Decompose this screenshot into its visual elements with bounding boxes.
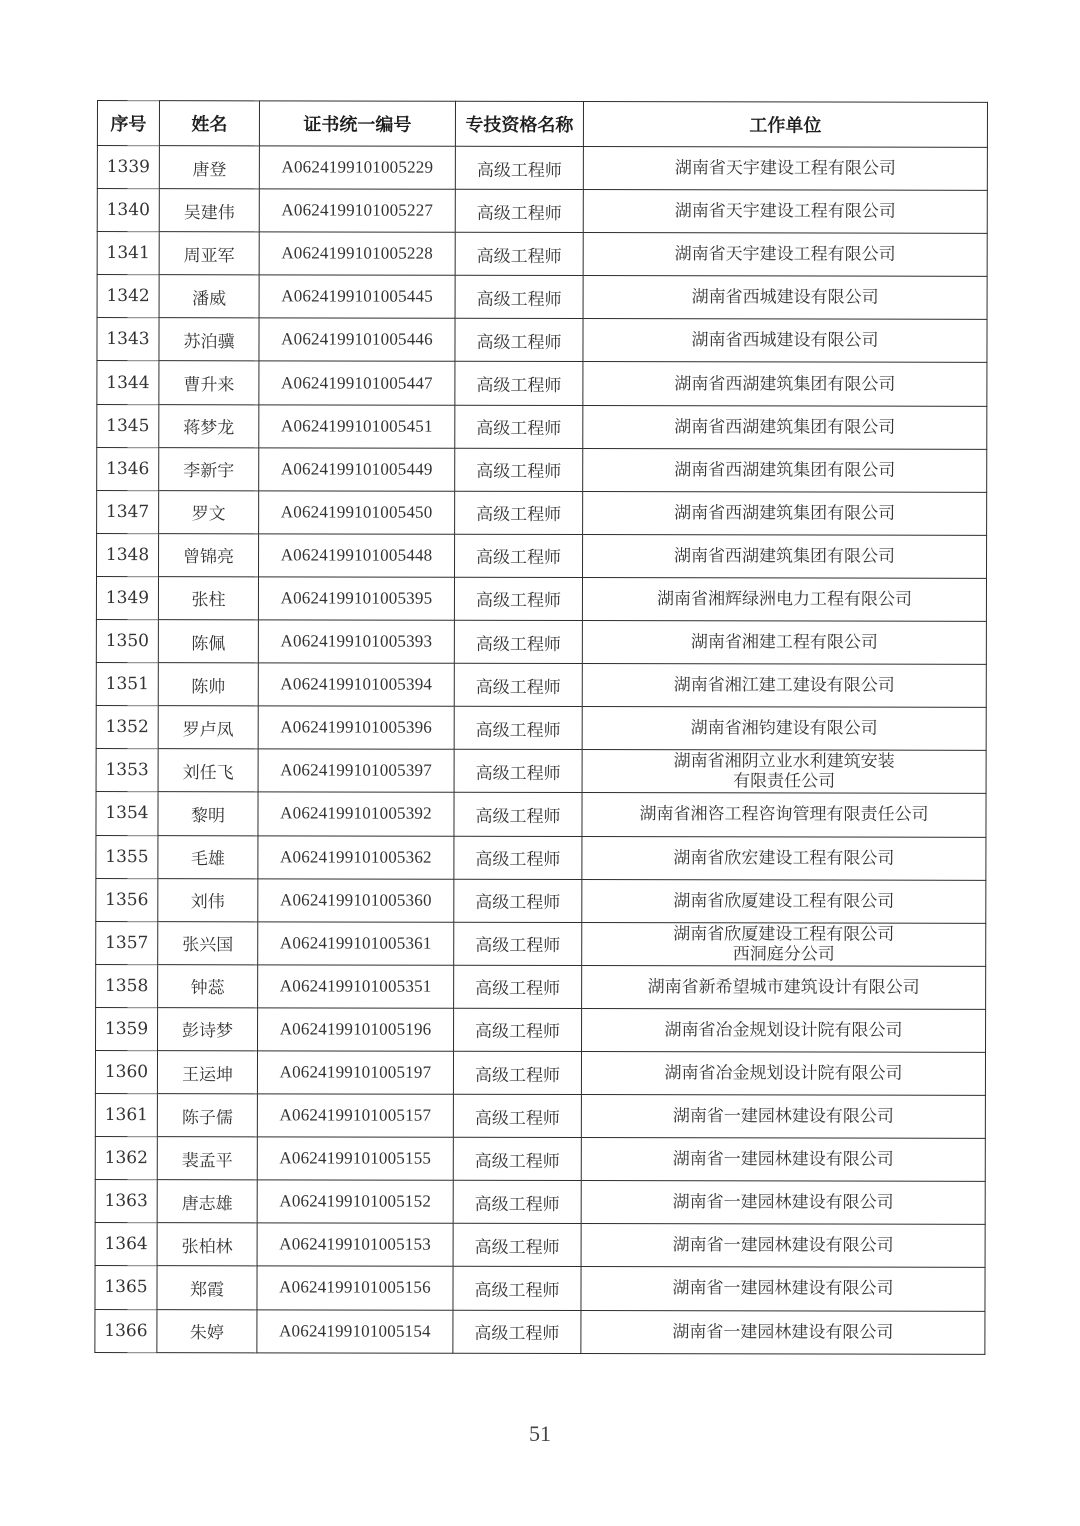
cell-title: 高级工程师 <box>455 405 583 448</box>
cell-title: 高级工程师 <box>453 1224 581 1267</box>
cell-title: 高级工程师 <box>454 922 582 965</box>
cell-title: 高级工程师 <box>454 663 582 706</box>
cell-name: 钟蕊 <box>158 964 258 1007</box>
cell-name: 唐志雄 <box>157 1180 257 1223</box>
table-row <box>95 1266 985 1311</box>
cell-unit: 湖南省湘钧建设有限公司 <box>582 707 986 751</box>
cell-no: 1358 <box>96 964 158 1007</box>
page-number: 51 <box>529 1421 551 1446</box>
cell-unit: 湖南省一建园林建设有限公司 <box>581 1310 985 1354</box>
table-row <box>97 275 987 320</box>
cell-no: 1349 <box>96 576 158 619</box>
header-name: 姓名 <box>159 101 259 146</box>
cell-name: 李新宇 <box>159 447 259 490</box>
header-title: 专技资格名称 <box>455 101 583 146</box>
cell-unit: 湖南省欣宏建设工程有限公司 <box>582 836 986 880</box>
cell-name: 曹升来 <box>159 361 259 404</box>
cell-no: 1353 <box>96 749 158 792</box>
cell-cert: A0624199101005197 <box>257 1051 453 1095</box>
cell-name: 陈帅 <box>158 663 258 706</box>
cell-unit: 湖南省冶金规划设计院有限公司 <box>581 1051 985 1095</box>
cell-name: 周亚军 <box>159 232 259 275</box>
cell-cert: A0624199101005392 <box>258 792 454 836</box>
cell-name: 张柏林 <box>157 1223 257 1266</box>
cell-name: 彭诗梦 <box>158 1008 258 1051</box>
table-row <box>96 749 986 794</box>
cell-cert: A0624199101005227 <box>259 189 455 233</box>
cell-unit-line: 有限责任公司 <box>733 771 836 792</box>
cell-cert: A0624199101005351 <box>258 965 454 1009</box>
cell-name: 潘威 <box>159 275 259 318</box>
cell-no: 1352 <box>96 706 158 749</box>
table-row <box>96 792 986 837</box>
cell-unit: 湖南省一建园林建设有限公司 <box>581 1224 985 1268</box>
cell-name: 刘伟 <box>158 878 258 921</box>
cell-no: 1346 <box>97 447 159 490</box>
cell-title: 高级工程师 <box>455 362 583 405</box>
cell-name: 黎明 <box>158 792 258 835</box>
table-row <box>97 189 987 234</box>
cell-unit: 湖南省西湖建筑集团有限公司 <box>583 448 987 492</box>
cell-cert: A0624199101005153 <box>257 1223 453 1267</box>
cell-unit: 湖南省西湖建筑集团有限公司 <box>583 362 987 406</box>
cell-cert: A0624199101005361 <box>258 922 454 966</box>
cell-name: 蒋梦龙 <box>159 404 259 447</box>
cell-no: 1359 <box>96 1007 158 1050</box>
cell-cert: A0624199101005446 <box>259 318 455 362</box>
table-row <box>95 1137 985 1182</box>
cell-unit: 湖南省湘咨工程咨询管理有限责任公司 <box>582 793 986 837</box>
cell-cert: A0624199101005393 <box>258 620 454 664</box>
cell-cert: A0624199101005445 <box>259 275 455 319</box>
cell-no: 1354 <box>96 792 158 835</box>
cell-unit: 湖南省一建园林建设有限公司 <box>581 1267 985 1311</box>
cell-unit <box>582 922 986 966</box>
cell-unit: 湖南省一建园林建设有限公司 <box>581 1181 985 1225</box>
table-row <box>97 533 987 578</box>
cell-unit: 湖南省天宇建设工程有限公司 <box>583 233 987 277</box>
table-row <box>95 1180 985 1225</box>
cell-cert: A0624199101005362 <box>258 835 454 879</box>
cell-title: 高级工程师 <box>454 836 582 879</box>
table-row <box>96 706 986 751</box>
cell-cert: A0624199101005152 <box>257 1180 453 1224</box>
table-row <box>95 1094 985 1139</box>
table-row <box>97 146 987 191</box>
table-row <box>96 835 986 880</box>
table-row <box>96 576 986 621</box>
cell-unit: 湖南省冶金规划设计院有限公司 <box>582 1008 986 1052</box>
header-no: 序号 <box>97 101 159 146</box>
cell-name: 吴建伟 <box>159 189 259 232</box>
cell-no: 1350 <box>96 620 158 663</box>
header-unit: 工作单位 <box>583 102 987 148</box>
cell-no: 1366 <box>95 1309 157 1352</box>
cell-name: 刘任飞 <box>158 749 258 792</box>
cell-title: 高级工程师 <box>454 750 582 793</box>
cell-no: 1356 <box>96 878 158 921</box>
cell-cert: A0624199101005396 <box>258 706 454 750</box>
cell-name: 郑霞 <box>157 1266 257 1309</box>
cell-no: 1361 <box>95 1094 157 1137</box>
cell-no: 1343 <box>97 318 159 361</box>
cell-name: 罗文 <box>159 490 259 533</box>
cell-unit: 湖南省天宇建设工程有限公司 <box>583 147 987 191</box>
cell-unit: 湖南省湘辉绿洲电力工程有限公司 <box>582 577 986 621</box>
cell-title: 高级工程师 <box>453 1137 581 1180</box>
cell-no: 1362 <box>95 1137 157 1180</box>
table-row <box>97 361 987 406</box>
cell-title: 高级工程师 <box>454 620 582 663</box>
cell-title: 高级工程师 <box>454 1008 582 1051</box>
table-row <box>97 490 987 535</box>
cell-unit: 湖南省天宇建设工程有限公司 <box>583 190 987 234</box>
cell-cert: A0624199101005395 <box>258 577 454 621</box>
table-row <box>96 964 986 1009</box>
table-row <box>96 663 986 708</box>
cell-title: 高级工程师 <box>455 448 583 491</box>
cell-cert: A0624199101005157 <box>257 1094 453 1138</box>
cell-unit: 湖南省湘江建工建设有限公司 <box>582 664 986 708</box>
header-cert: 证书统一编号 <box>259 101 455 146</box>
cell-no: 1365 <box>95 1266 157 1309</box>
cell-name: 毛雄 <box>158 835 258 878</box>
cell-title: 高级工程师 <box>455 534 583 577</box>
cell-no: 1360 <box>95 1050 157 1093</box>
cell-title: 高级工程师 <box>453 1051 581 1094</box>
cell-title: 高级工程师 <box>453 1267 581 1310</box>
cell-name: 陈佩 <box>158 620 258 663</box>
table-row <box>97 447 987 492</box>
table-row <box>95 1309 985 1354</box>
cell-cert: A0624199101005156 <box>257 1266 453 1310</box>
cell-unit: 湖南省一建园林建设有限公司 <box>581 1095 985 1139</box>
cell-no: 1347 <box>97 490 159 533</box>
cell-unit: 湖南省湘建工程有限公司 <box>582 621 986 665</box>
cell-no: 1355 <box>96 835 158 878</box>
cell-cert: A0624199101005449 <box>259 447 455 491</box>
header-row <box>97 101 987 148</box>
cell-cert: A0624199101005397 <box>258 749 454 793</box>
cell-cert: A0624199101005451 <box>259 404 455 448</box>
cell-cert: A0624199101005229 <box>259 146 455 190</box>
cell-title: 高级工程师 <box>455 319 583 362</box>
table-row <box>97 404 987 449</box>
cell-unit: 湖南省欣厦建设工程有限公司 <box>582 879 986 923</box>
table-row <box>96 1007 986 1052</box>
cell-title: 高级工程师 <box>454 965 582 1008</box>
cell-title: 高级工程师 <box>453 1310 581 1353</box>
cell-cert: A0624199101005394 <box>258 663 454 707</box>
cell-no: 1341 <box>97 232 159 275</box>
table-row <box>95 1050 985 1095</box>
cell-name: 裴孟平 <box>157 1137 257 1180</box>
cell-no: 1348 <box>97 533 159 576</box>
cell-name: 曾锦亮 <box>159 533 259 576</box>
cell-name: 朱婷 <box>157 1309 257 1352</box>
table-row <box>97 232 987 277</box>
cell-title: 高级工程师 <box>455 232 583 275</box>
cell-unit: 湖南省新希望城市建筑设计有限公司 <box>582 965 986 1009</box>
cell-name: 王运坤 <box>157 1051 257 1094</box>
cell-cert: A0624199101005154 <box>257 1309 453 1353</box>
cell-unit-line: 湖南省欣厦建设工程有限公司 <box>673 923 895 945</box>
table-row <box>97 318 987 363</box>
cell-no: 1342 <box>97 275 159 318</box>
cell-unit: 湖南省西湖建筑集团有限公司 <box>583 491 987 535</box>
cell-cert: A0624199101005228 <box>259 232 455 276</box>
cell-no: 1357 <box>96 921 158 964</box>
cell-name: 罗卢凤 <box>158 706 258 749</box>
table-header <box>97 101 987 148</box>
cell-unit: 湖南省一建园林建设有限公司 <box>581 1138 985 1182</box>
cell-unit: 湖南省西城建设有限公司 <box>583 276 987 320</box>
cell-no: 1344 <box>97 361 159 404</box>
cell-title: 高级工程师 <box>454 879 582 922</box>
cell-cert: A0624199101005155 <box>257 1137 453 1181</box>
cell-title: 高级工程师 <box>454 793 582 836</box>
cell-title: 高级工程师 <box>454 577 582 620</box>
cell-name: 陈子儒 <box>157 1094 257 1137</box>
cell-no: 1363 <box>95 1180 157 1223</box>
table-body <box>95 146 988 1354</box>
cell-no: 1345 <box>97 404 159 447</box>
cell-title: 高级工程师 <box>453 1094 581 1137</box>
cell-unit: 湖南省西湖建筑集团有限公司 <box>583 405 987 449</box>
cell-cert: A0624199101005448 <box>259 534 455 578</box>
cell-no: 1351 <box>96 663 158 706</box>
cell-title: 高级工程师 <box>455 491 583 534</box>
cell-unit <box>582 750 986 794</box>
cell-title: 高级工程师 <box>453 1180 581 1223</box>
cell-cert: A0624199101005447 <box>259 361 455 405</box>
cell-no: 1339 <box>97 146 159 189</box>
cell-name: 张兴国 <box>158 921 258 964</box>
cell-cert: A0624199101005450 <box>259 491 455 535</box>
roster-table <box>94 100 988 1354</box>
cell-unit-line: 湖南省湘阴立业水利建筑安装 <box>673 751 895 773</box>
table-row <box>96 620 986 665</box>
cell-unit-line: 西洞庭分公司 <box>732 944 835 965</box>
cell-name: 唐登 <box>159 146 259 189</box>
cell-title: 高级工程师 <box>454 706 582 749</box>
table-row <box>96 921 986 966</box>
cell-cert: A0624199101005360 <box>258 878 454 922</box>
cell-title: 高级工程师 <box>455 146 583 189</box>
cell-name: 张柱 <box>158 577 258 620</box>
cell-cert: A0624199101005196 <box>258 1008 454 1052</box>
table-row <box>95 1223 985 1268</box>
cell-no: 1340 <box>97 189 159 232</box>
cell-title: 高级工程师 <box>455 189 583 232</box>
cell-title: 高级工程师 <box>455 276 583 319</box>
table-row <box>96 878 986 923</box>
cell-unit: 湖南省西湖建筑集团有限公司 <box>583 534 987 578</box>
cell-no: 1364 <box>95 1223 157 1266</box>
cell-unit: 湖南省西城建设有限公司 <box>583 319 987 363</box>
cell-name: 苏泊骥 <box>159 318 259 361</box>
